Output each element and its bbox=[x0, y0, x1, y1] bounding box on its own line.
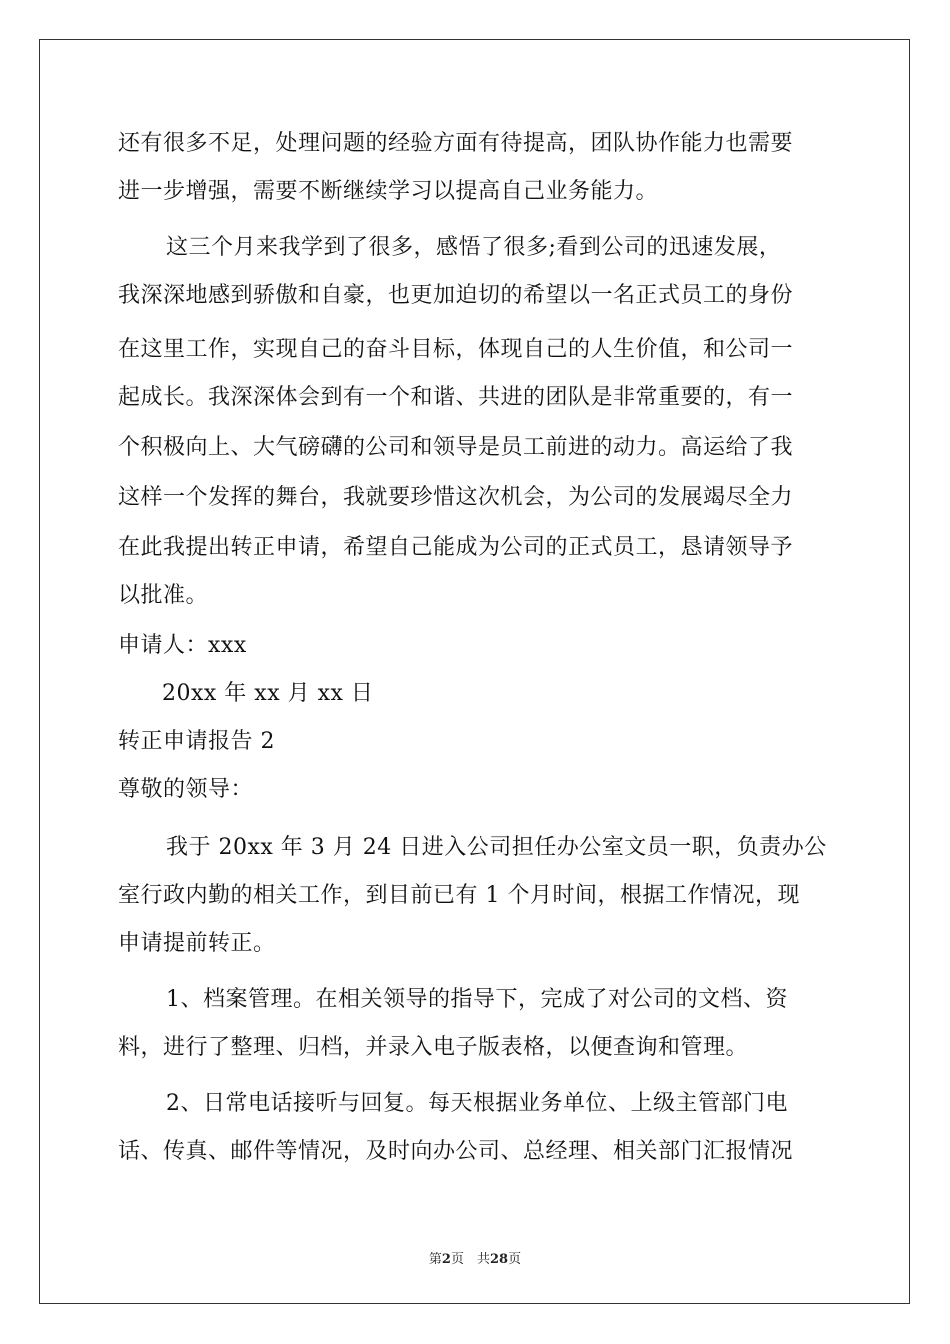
footer-prefix: 第 bbox=[428, 1252, 442, 1267]
text-line: 以批准。 bbox=[118, 583, 209, 608]
text-line: 料，进行了整理、归档，并录入电子版表格，以便查询和管理。 bbox=[118, 1035, 749, 1060]
salutation: 尊敬的领导： bbox=[118, 777, 254, 802]
footer-total-pages: 28 bbox=[489, 1252, 509, 1267]
text-line: 个积极向上、大气磅礴的公司和领导是员工前进的动力。高运给了我 bbox=[118, 435, 794, 460]
paragraph-line: 我于 20xx 年 3 月 24 日进入公司担任办公室文员一职，负责办公 bbox=[166, 835, 827, 860]
footer-mid: 页 共 bbox=[450, 1252, 490, 1267]
section-title: 转正申请报告 2 bbox=[118, 729, 275, 754]
paragraph-line: 1、档案管理。在相关领导的指导下，完成了对公司的文档、资 bbox=[166, 987, 788, 1012]
text-line: 我深深地感到骄傲和自豪，也更加迫切的希望以一名正式员工的身份 bbox=[118, 283, 794, 308]
text-line: 起成长。我深深体会到有一个和谐、共进的团队是非常重要的，有一 bbox=[118, 385, 794, 410]
text-line: 这样一个发挥的舞台，我就要珍惜这次机会，为公司的发展竭尽全力 bbox=[118, 485, 794, 510]
text-line: 室行政内勤的相关工作，到目前已有 1 个月时间，根据工作情况，现 bbox=[118, 883, 800, 908]
footer-suffix: 页 bbox=[508, 1252, 522, 1267]
footer-current-page: 2 bbox=[441, 1252, 451, 1267]
text-line: 话、传真、邮件等情况，及时向办公司、总经理、相关部门汇报情况 bbox=[118, 1139, 794, 1164]
text-line: 还有很多不足，处理问题的经验方面有待提高，团队协作能力也需要 bbox=[118, 131, 794, 156]
page-footer bbox=[0, 1248, 950, 1267]
applicant-line: 申请人：xxx bbox=[118, 633, 247, 658]
text-line: 申请提前转正。 bbox=[118, 931, 276, 956]
text-line: 在此我提出转正申请，希望自己能成为公司的正式员工，恳请领导予 bbox=[118, 535, 794, 560]
paragraph-line: 2、日常电话接听与回复。每天根据业务单位、上级主管部门电 bbox=[166, 1091, 788, 1116]
date-line: 20xx 年 xx 月 xx 日 bbox=[162, 681, 374, 706]
text-line: 在这里工作，实现自己的奋斗目标，体现自己的人生价值，和公司一 bbox=[118, 337, 794, 362]
text-line: 进一步增强，需要不断继续学习以提高自己业务能力。 bbox=[118, 179, 659, 204]
paragraph-line: 这三个月来我学到了很多，感悟了很多;看到公司的迅速发展， bbox=[166, 235, 782, 260]
